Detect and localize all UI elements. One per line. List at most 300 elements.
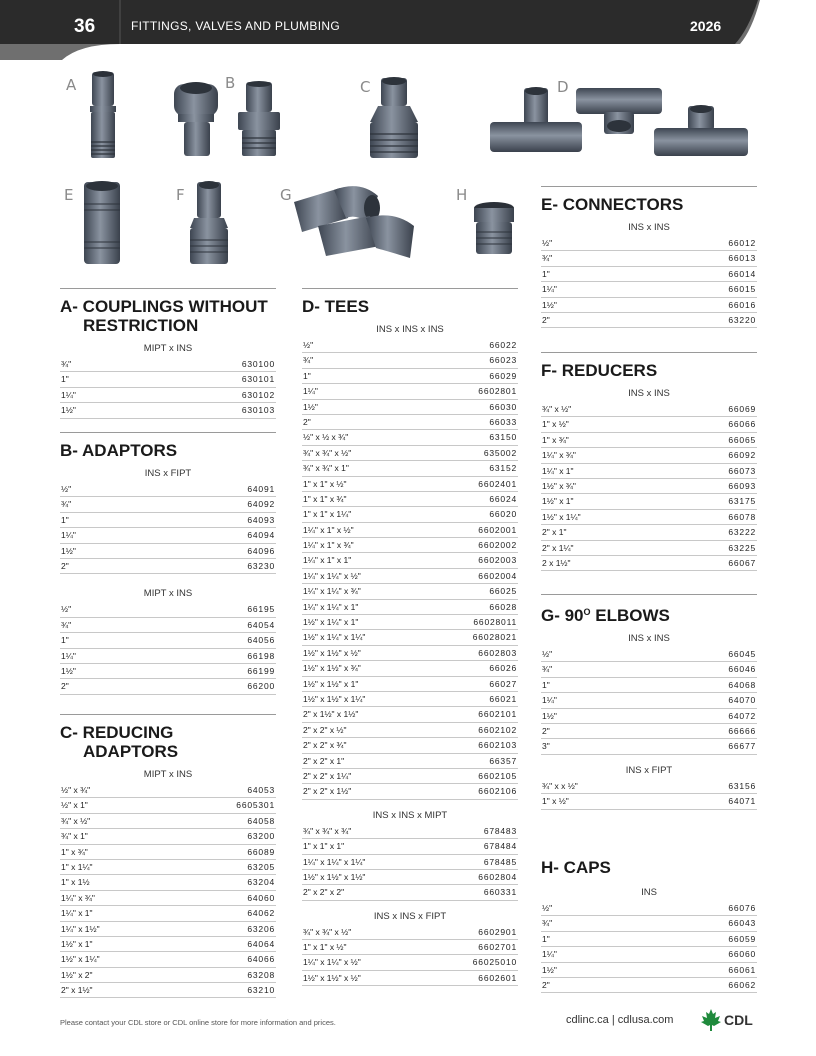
size-cell: 1" x ¾" [61, 846, 88, 857]
caps-table [541, 901, 757, 993]
elbows-title [541, 603, 757, 625]
adaptors-fipt-subheader: INS x FIPT [144, 468, 192, 479]
connectors-subheader: INS x INS [628, 222, 670, 233]
item-code-cell: 63205 [247, 861, 275, 872]
item-code-cell: 6602801 [478, 386, 517, 397]
section-divider [60, 288, 276, 289]
table-row [302, 855, 518, 870]
product-letter-h: H [456, 186, 468, 204]
item-code-cell: 66092 [728, 450, 756, 461]
item-code-cell: 66200 [247, 681, 275, 692]
item-code-cell: 64062 [247, 908, 275, 919]
size-cell: ½" [542, 649, 553, 659]
size-cell: 1" x 1" x ½" [303, 942, 347, 953]
table-row [60, 388, 276, 403]
table-row [60, 618, 276, 633]
item-code-cell: 66024 [489, 493, 517, 504]
size-cell: 2" x 2" x ¾" [303, 740, 347, 751]
size-cell: 1¼" x 1½" [61, 923, 100, 934]
size-cell: 1" x 1¼" [61, 861, 93, 872]
size-cell: ½" x 1" [61, 800, 88, 811]
size-cell: 1½" x 1¼" [61, 954, 100, 965]
size-cell: 1" x 1" x 1" [303, 841, 345, 852]
size-cell: ¾" x ½" [542, 404, 572, 414]
table-row [60, 403, 276, 418]
item-code-cell: 66016 [728, 299, 756, 310]
size-cell: 1¼" x 1" [542, 465, 574, 476]
table-row [60, 664, 276, 679]
size-cell: 1½" x 1½" x ½" [303, 647, 361, 658]
size-cell: 1" x 1½ [61, 877, 90, 888]
table-row [541, 739, 757, 754]
size-cell: 1¼" x 1" [61, 908, 93, 919]
footer-links[interactable]: cdlinc.ca | cdlusa.com [566, 1014, 674, 1026]
table-row [541, 963, 757, 978]
size-cell: ¾" x ¾" x ¾" [303, 825, 352, 836]
item-code-cell: 64070 [728, 695, 756, 706]
elbows-title-suffix: ELBOWS [590, 606, 670, 625]
size-cell: 1½" x 1½" x 1½" [303, 871, 366, 882]
table-row [302, 353, 518, 368]
size-cell: 2" [542, 979, 550, 990]
size-cell: 1¼" x ¾" [542, 450, 576, 461]
size-cell: ½" [542, 903, 553, 913]
table-row [302, 754, 518, 769]
size-cell: 1½" x 1½" x ¾" [303, 663, 361, 674]
item-code-cell: 66028 [489, 601, 517, 612]
table-row [302, 824, 518, 839]
maple-leaf-icon [700, 1008, 722, 1032]
table-row [60, 497, 276, 512]
item-code-cell: 64071 [728, 796, 756, 807]
table-row [302, 870, 518, 885]
item-code-cell: 66066 [728, 419, 756, 430]
size-cell: 1" [542, 933, 550, 944]
cap-image [470, 200, 518, 256]
table-row [302, 707, 518, 722]
table-row [302, 839, 518, 854]
item-code-cell: 63204 [247, 877, 275, 888]
table-row [302, 600, 518, 615]
table-row [302, 538, 518, 553]
item-code-cell: 66195 [247, 604, 275, 615]
size-cell: 1" [61, 374, 69, 385]
size-cell: 1¼" x 1¼" x ¾" [303, 586, 361, 597]
size-cell: ¾" [61, 499, 72, 510]
item-code-cell: 64060 [247, 892, 275, 903]
table-row [541, 794, 757, 809]
size-cell: 1½" [542, 964, 557, 975]
female-adaptor-image [172, 78, 222, 158]
section-divider [541, 352, 757, 353]
table-row [60, 875, 276, 890]
item-code-cell: 66025 [489, 586, 517, 597]
product-letter-c: C [360, 78, 371, 96]
table-row [60, 891, 276, 906]
table-row [60, 357, 276, 372]
item-code-cell: 64094 [247, 530, 275, 541]
item-code-cell: 66677 [728, 741, 756, 752]
logo-text: CDL [724, 1012, 753, 1028]
item-code-cell: 6602401 [478, 478, 517, 489]
table-row [302, 769, 518, 784]
size-cell: ¾" x ¾" x ½" [303, 447, 352, 458]
table-row [60, 528, 276, 543]
adaptors-mipt-table [60, 602, 276, 694]
size-cell: 1¼" x 1¼" x 1¼" [303, 856, 366, 867]
size-cell: 1¼" [303, 386, 318, 397]
item-code-cell: 630102 [241, 389, 275, 400]
size-cell: 2" x 1¼" [542, 542, 574, 553]
adaptors-fipt-table [60, 482, 276, 574]
elbows-fipt-table [541, 779, 757, 810]
size-cell: 1" [61, 635, 69, 646]
size-cell: ¾" [542, 664, 553, 675]
item-code-cell: 64054 [247, 619, 275, 630]
item-code-cell: 6602103 [478, 740, 517, 751]
product-letter-d: D [557, 78, 569, 96]
table-row [60, 513, 276, 528]
size-cell: 2" [61, 560, 69, 571]
table-row [302, 784, 518, 799]
size-cell: 1" [303, 370, 311, 381]
table-row [302, 738, 518, 753]
size-cell: ½" [61, 484, 72, 494]
item-code-cell: 66067 [728, 557, 756, 568]
elbows-fipt-subheader: INS x FIPT [625, 764, 673, 776]
couplings-title-line2: RESTRICTION [83, 316, 199, 335]
item-code-cell: 63210 [247, 985, 275, 996]
item-code-cell: 64064 [247, 938, 275, 949]
couplings-subheader: MIPT x INS [143, 343, 193, 354]
size-cell: 1½" x 1¼" x 1" [303, 617, 359, 628]
item-code-cell: 63222 [728, 527, 756, 538]
item-code-cell: 66021 [489, 693, 517, 704]
elbow-image [290, 182, 420, 264]
product-letter-b: B [225, 74, 236, 92]
table-row [302, 646, 518, 661]
table-row [60, 860, 276, 875]
size-cell: 2" [61, 681, 69, 692]
table-row [302, 477, 518, 492]
table-row [60, 798, 276, 813]
size-cell: 2" x 1½" x 1½" [303, 709, 359, 720]
item-code-cell: 66199 [247, 665, 275, 676]
item-code-cell: 66666 [728, 725, 756, 736]
table-row [541, 947, 757, 962]
connectors-table [541, 236, 757, 328]
item-code-cell: 63150 [489, 432, 517, 443]
section-title: FITTINGS, VALVES AND PLUMBING [131, 19, 340, 33]
size-cell: 2 x 1½" [542, 557, 571, 568]
adaptors-title: B- ADAPTORS [60, 441, 178, 460]
section-divider [60, 714, 276, 715]
item-code-cell: 64072 [728, 710, 756, 721]
size-cell: 1¼" x 1" x ½" [303, 524, 354, 535]
size-cell: 1½" [61, 405, 76, 416]
table-row [302, 940, 518, 955]
item-code-cell: 64096 [247, 545, 275, 556]
size-cell: 1½" x 1½" x 1" [303, 678, 359, 689]
item-code-cell: 635002 [483, 447, 517, 458]
table-row [541, 494, 757, 509]
item-code-cell: 66060 [728, 949, 756, 960]
item-code-cell: 6602102 [478, 724, 517, 735]
size-cell: ½" x ½ x ¾" [303, 432, 349, 443]
size-cell: ½" [542, 238, 553, 248]
item-code-cell: 63230 [247, 560, 275, 571]
table-row [60, 922, 276, 937]
size-cell: 1½" [61, 545, 76, 556]
item-code-cell: 66065 [728, 434, 756, 445]
size-cell: 1¼" x 1¼" x ½" [303, 570, 361, 581]
connectors-title: E- CONNECTORS [541, 195, 684, 214]
size-cell: 1¼" x 1¼" x ½" [303, 957, 361, 968]
catalog-year: 2026 [690, 18, 722, 34]
item-code-cell: 66028021 [472, 632, 517, 643]
table-row [302, 955, 518, 970]
reducer-image [186, 180, 232, 266]
size-cell: 1" x 1" x 1¼" [303, 509, 352, 520]
reducers-table [541, 402, 757, 571]
table-row [302, 677, 518, 692]
size-cell: 1¼" x ¾" [61, 892, 95, 903]
item-code-cell: 6602003 [478, 555, 517, 566]
item-code-cell: 678484 [483, 841, 517, 852]
size-cell: 2" x 2" x 1½" [303, 786, 352, 797]
table-row [302, 885, 518, 900]
tees-title: D- TEES [302, 297, 370, 316]
size-cell: ¾" [303, 355, 314, 366]
table-row [541, 932, 757, 947]
item-code-cell: 6602002 [478, 540, 517, 551]
table-row [60, 544, 276, 559]
item-code-cell: 66076 [728, 903, 756, 913]
table-row [60, 783, 276, 798]
table-row [302, 446, 518, 461]
size-cell: ½" [61, 604, 72, 615]
table-row [302, 553, 518, 568]
size-cell: 1½" [61, 665, 76, 676]
table-row [60, 372, 276, 387]
item-code-cell: 66198 [247, 650, 275, 661]
item-code-cell: 6602701 [478, 942, 517, 953]
reducers-subheader: INS x INS [628, 388, 670, 399]
table-row [541, 901, 757, 916]
table-row [541, 510, 757, 525]
size-cell: 2" x 1½" [61, 985, 93, 996]
table-row [541, 402, 757, 417]
table-row [60, 845, 276, 860]
table-row [302, 507, 518, 522]
connectors-section [541, 186, 757, 328]
item-code-cell: 6602004 [478, 570, 517, 581]
page-number: 36 [74, 16, 96, 37]
item-code-cell: 63206 [247, 923, 275, 934]
table-row [60, 482, 276, 497]
caps-subheader: INS [641, 887, 657, 898]
item-code-cell: 64068 [728, 679, 756, 690]
item-code-cell: 66023 [489, 355, 517, 366]
item-code-cell: 6602105 [478, 770, 517, 781]
tees-section [302, 288, 518, 986]
item-code-cell: 63200 [247, 831, 275, 842]
item-code-cell: 66043 [728, 918, 756, 929]
item-code-cell: 66046 [728, 664, 756, 675]
table-row [302, 492, 518, 507]
size-cell: 3" [542, 741, 550, 752]
table-row [302, 630, 518, 645]
size-cell: 1½" x 1¼" x 1¼" [303, 632, 366, 643]
table-row [60, 983, 276, 998]
item-code-cell: 66013 [728, 253, 756, 264]
size-cell: 1½" x 1½" x 1¼" [303, 693, 366, 704]
item-code-cell: 678485 [483, 856, 517, 867]
size-cell: 1¼" x 1¼" x 1" [303, 601, 359, 612]
item-code-cell: 66029 [489, 370, 517, 381]
table-row [541, 251, 757, 266]
table-row [302, 584, 518, 599]
size-cell: ¾" [61, 359, 72, 369]
table-row [302, 338, 518, 353]
size-cell: 1" x 1" x ¾" [303, 493, 347, 504]
item-code-cell: 63225 [728, 542, 756, 553]
item-code-cell: 66025010 [472, 957, 517, 968]
item-code-cell: 66069 [728, 404, 756, 414]
tees-fipt-subheader: INS x INS x FIPT [373, 910, 447, 922]
elbows-section [541, 594, 757, 810]
section-divider [541, 594, 757, 595]
item-code-cell: 66027 [489, 678, 517, 689]
item-code-cell: 64092 [247, 499, 275, 510]
table-row [302, 692, 518, 707]
table-row [541, 236, 757, 251]
size-cell: ½" [303, 340, 314, 350]
table-row [60, 829, 276, 844]
item-code-cell: 64056 [247, 635, 275, 646]
caps-title: H- CAPS [541, 858, 611, 877]
item-code-cell: 630103 [241, 405, 275, 416]
item-code-cell: 66089 [247, 846, 275, 857]
item-code-cell: 66028011 [473, 617, 517, 628]
item-code-cell: 63152 [489, 463, 517, 474]
item-code-cell: 66093 [728, 480, 756, 491]
table-row [541, 556, 757, 571]
table-row [302, 430, 518, 445]
size-cell: 1" [542, 679, 550, 690]
elbows-title-degree: O [583, 607, 591, 617]
couplings-title [60, 297, 276, 335]
product-letter-f: F [176, 186, 185, 204]
reducing-title-line2: ADAPTORS [83, 742, 179, 761]
size-cell: ¾" [61, 619, 72, 630]
table-row [541, 541, 757, 556]
tees-mipt-subheader: INS x INS x MIPT [372, 809, 448, 821]
size-cell: 2" [303, 416, 311, 427]
table-row [541, 282, 757, 297]
size-cell: 2" [542, 314, 550, 325]
table-row [541, 678, 757, 693]
table-row [302, 661, 518, 676]
item-code-cell: 678483 [483, 825, 517, 836]
table-row [302, 723, 518, 738]
size-cell: 1¼" [542, 695, 557, 706]
size-cell: 1½" x 2" [61, 969, 93, 980]
size-cell: 1½" [542, 299, 557, 310]
reducing-adaptor-image [368, 76, 420, 160]
item-code-cell: 64058 [247, 815, 275, 826]
size-cell: 1¼" [542, 284, 557, 295]
size-cell: ¾" [542, 918, 553, 929]
cdl-logo [700, 1008, 753, 1032]
product-letter-a: A [66, 76, 77, 94]
table-row [541, 978, 757, 993]
reducing-adaptors-title [60, 723, 276, 761]
table-row [302, 369, 518, 384]
item-code-cell: 6602101 [478, 709, 517, 720]
table-row [541, 433, 757, 448]
item-code-cell: 63208 [247, 969, 275, 980]
table-row [541, 525, 757, 540]
section-divider [302, 288, 518, 289]
item-code-cell: 66015 [728, 284, 756, 295]
table-row [541, 267, 757, 282]
section-divider [60, 432, 276, 433]
size-cell: ¾" x ½" [61, 815, 91, 826]
footer-note: Please contact your CDL store or CDL online store for more information and prices. [60, 1018, 336, 1027]
item-code-cell: 6605301 [236, 800, 275, 811]
table-row [541, 647, 757, 662]
size-cell: ¾" x ¾" x 1" [303, 463, 349, 474]
item-code-cell: 63220 [728, 314, 756, 325]
item-code-cell: 64093 [247, 514, 275, 525]
item-code-cell: 6602001 [478, 524, 517, 535]
caps-section [541, 848, 757, 993]
table-row [60, 952, 276, 967]
table-row [302, 400, 518, 415]
table-row [541, 709, 757, 724]
table-row [541, 417, 757, 432]
section-divider [541, 186, 757, 187]
tee-image-2 [574, 86, 664, 136]
size-cell: 2" x 2" x 1" [303, 755, 345, 766]
table-row [541, 479, 757, 494]
size-cell: 1¼" [542, 949, 557, 960]
tees-ins-subheader: INS x INS x INS [376, 324, 444, 335]
table-row [541, 662, 757, 677]
elbows-title-prefix: G- 90 [541, 606, 584, 625]
size-cell: 2" x 2" x 2" [303, 887, 345, 898]
couplings-table [60, 357, 276, 419]
size-cell: 1½" x 1" [542, 496, 574, 507]
size-cell: 1¼" x 1" x 1" [303, 555, 352, 566]
item-code-cell: 66062 [728, 979, 756, 990]
couplings-title-line1: A- COUPLINGS WITHOUT [60, 297, 268, 316]
table-row [302, 925, 518, 940]
male-adaptor-image [236, 80, 282, 158]
item-code-cell: 66073 [728, 465, 756, 476]
couplings-section [60, 288, 276, 419]
table-row [541, 779, 757, 794]
size-cell: ¾" x 1" [61, 831, 88, 842]
item-code-cell: 64091 [247, 484, 275, 494]
size-cell: 1¼" x 1" x ¾" [303, 540, 354, 551]
table-row [541, 448, 757, 463]
item-code-cell: 66026 [489, 663, 517, 674]
tee-image-3 [652, 104, 750, 158]
page-header [0, 0, 816, 60]
table-row [302, 415, 518, 430]
